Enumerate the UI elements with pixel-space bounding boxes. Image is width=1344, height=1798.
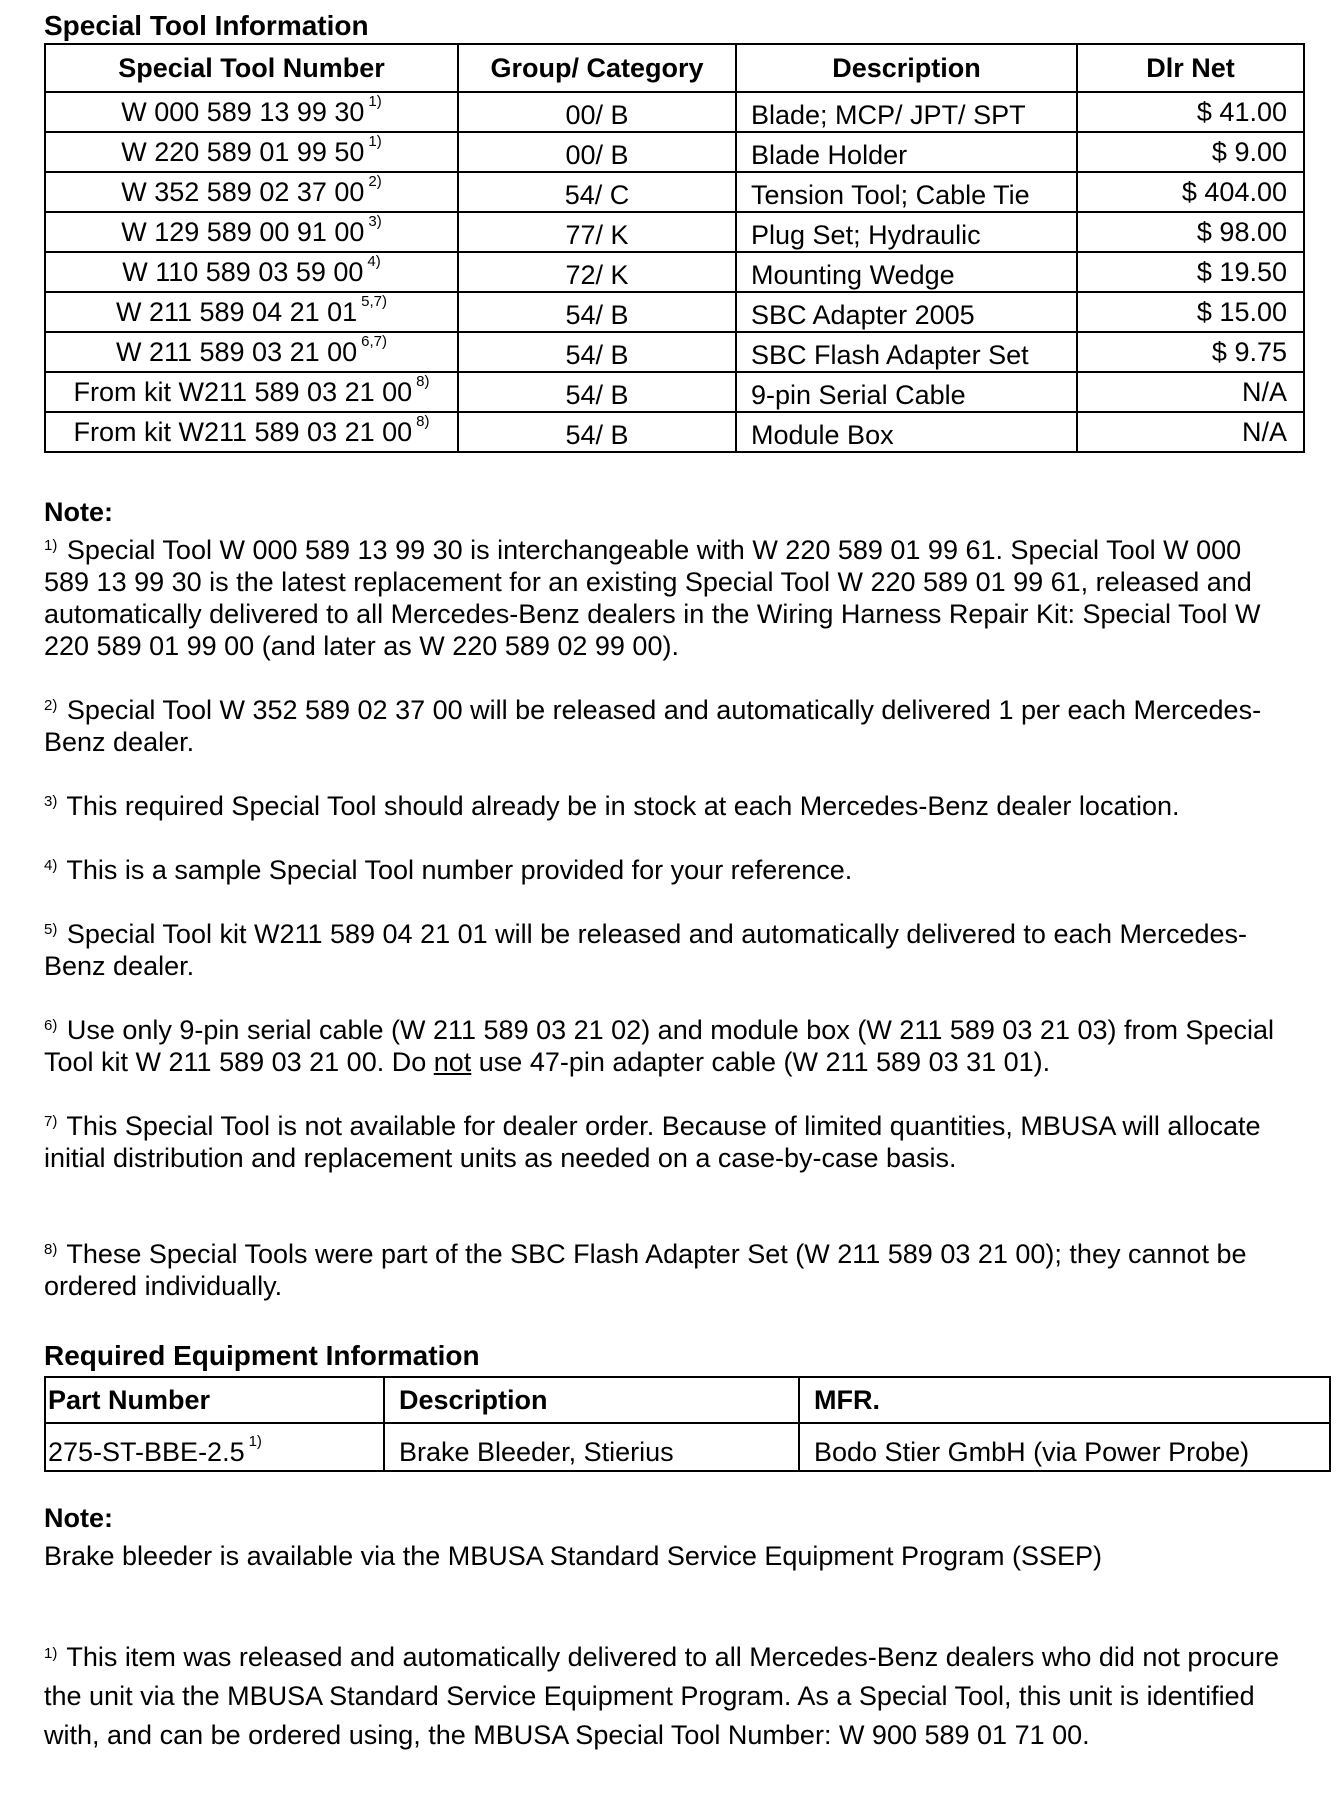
category-cell: 54/ B — [458, 292, 736, 332]
category-cell: 54/ B — [458, 412, 736, 452]
footnote-text: Special Tool W 352 589 02 37 00 will be released and automatically delivered 1 per each Mercedes-Benz dealer. — [44, 695, 1262, 757]
footnote-mark: 6) — [44, 1017, 58, 1034]
table-row — [45, 1423, 1330, 1471]
description-cell: Brake Bleeder, Stierius — [384, 1423, 799, 1471]
footnote-1 — [44, 534, 1284, 662]
footnote-3 — [44, 790, 1284, 822]
header-special-tool-number: Special Tool Number — [45, 44, 458, 92]
header-part-number: Part Number — [45, 1377, 384, 1423]
tool-number: From kit W211 589 03 21 00 — [73, 376, 413, 407]
table-header-row — [45, 1377, 1330, 1423]
footnote-ref: 1) — [248, 1433, 262, 1450]
equipment-section-title: Required Equipment Information — [44, 1340, 480, 1371]
dlr-net-cell: $ 404.00 — [1077, 172, 1304, 212]
footnote-2 — [44, 694, 1284, 758]
description-cell: SBC Flash Adapter Set — [736, 332, 1077, 372]
category-cell: 72/ K — [458, 252, 736, 292]
footnote-mark: 5) — [44, 921, 58, 938]
table-row — [45, 292, 1304, 332]
description-cell: Blade Holder — [736, 132, 1077, 172]
description-cell: Blade; MCP/ JPT/ SPT — [736, 92, 1077, 132]
notes-section — [44, 496, 1284, 1302]
part-number-cell — [45, 1423, 384, 1471]
dlr-net-cell: N/A — [1077, 412, 1304, 452]
footnote-6 — [44, 1014, 1284, 1078]
table-row — [45, 252, 1304, 292]
footnote-ref: 2) — [368, 172, 382, 190]
tool-number: W 110 589 03 59 00 — [122, 256, 364, 287]
category-cell: 54/ C — [458, 172, 736, 212]
tool-number-cell — [45, 292, 458, 332]
tool-number-cell — [45, 212, 458, 252]
footnote-mark: 8) — [44, 1241, 58, 1258]
footnote-text: This required Special Tool should already be in stock at each Mercedes-Benz dealer location. — [66, 791, 1180, 821]
table-header-row — [45, 44, 1304, 92]
tool-number: W 352 589 02 37 00 — [121, 176, 365, 207]
tool-number: W 211 589 04 21 01 — [115, 296, 358, 327]
dlr-net-cell: N/A — [1077, 372, 1304, 412]
table-row — [45, 92, 1304, 132]
description-cell: 9-pin Serial Cable — [736, 372, 1077, 412]
special-tool-table — [44, 43, 1305, 453]
equipment-footnote — [44, 1638, 1284, 1755]
dlr-net-cell: $ 98.00 — [1077, 212, 1304, 252]
special-tool-section-title: Special Tool Information — [44, 10, 369, 41]
table-row — [45, 172, 1304, 212]
header-description: Description — [736, 44, 1077, 92]
footnote-mark: 3) — [44, 793, 58, 810]
tool-number-cell — [45, 172, 458, 212]
footnote-text: Special Tool W 000 589 13 99 30 is interchangeable with W 220 589 01 99 61. Special Tool W 000 589 13 99 30 is the latest replacement for an existing Special Tool W 220 589 01 99 61, released and automatically delivered to all Mercedes-Benz dealers in the Wiring Harness Repair Kit: Special Tool W 220 589 01 99 00 (and later as W 220 589 02 99 00). — [44, 535, 1261, 661]
tool-number-cell — [45, 132, 458, 172]
dlr-net-cell: $ 19.50 — [1077, 252, 1304, 292]
footnote-8 — [44, 1238, 1284, 1302]
description-cell: Plug Set; Hydraulic — [736, 212, 1077, 252]
footnote-ref: 1) — [368, 132, 382, 150]
description-cell: Tension Tool; Cable Tie — [736, 172, 1077, 212]
footnote-text-b: use 47-pin adapter cable (W 211 589 03 31 01). — [471, 1047, 1051, 1077]
tool-number-cell — [45, 412, 458, 452]
mfr-cell: Bodo Stier GmbH (via Power Probe) — [799, 1423, 1330, 1471]
header-group-category: Group/ Category — [458, 44, 736, 92]
footnote-text: This item was released and automatically delivered to all Mercedes-Benz dealers who did not procure the unit via the MBUSA Standard Service Equipment Program. As a Special Tool, this unit is identified with, and can be ordered using, the MBUSA Special Tool Number: W 900 589 01 71 00. — [44, 1642, 1279, 1750]
equipment-note-text: Brake bleeder is available via the MBUSA Standard Service Equipment Program (SSEP) — [44, 1541, 1103, 1571]
footnote-text-a: Use only 9-pin serial cable (W 211 589 03 21 02) and module box (W 211 589 03 21 03) from Special Tool kit W 211 589 03 21 00. Do — [44, 1015, 1275, 1077]
footnote-text: This is a sample Special Tool number provided for your reference. — [66, 855, 853, 885]
tool-number: W 220 589 01 99 50 — [121, 136, 365, 167]
dlr-net-cell: $ 15.00 — [1077, 292, 1304, 332]
part-number: 275-ST-BBE-2.5 — [48, 1437, 245, 1467]
footnote-ref: 8) — [416, 372, 430, 390]
footnote-ref: 3) — [368, 212, 382, 230]
footnote-ref: 6,7) — [361, 332, 388, 350]
footnote-text: This Special Tool is not available for dealer order. Because of limited quantities, MBUSA will allocate initial distribution and replacement units as needed on a case-by-case basis. — [44, 1111, 1261, 1173]
header-mfr: MFR. — [799, 1377, 1330, 1423]
table-row — [45, 332, 1304, 372]
footnote-emphasis: not — [433, 1047, 472, 1077]
description-cell: Module Box — [736, 412, 1077, 452]
table-row — [45, 212, 1304, 252]
notes-heading: Note: — [44, 497, 113, 527]
footnote-mark: 4) — [44, 857, 58, 874]
header-description: Description — [384, 1377, 799, 1423]
category-cell: 00/ B — [458, 92, 736, 132]
table-row — [45, 412, 1304, 452]
footnote-5 — [44, 918, 1284, 982]
footnote-mark: 1) — [44, 1645, 58, 1662]
footnote-ref: 4) — [367, 252, 381, 270]
category-cell: 54/ B — [458, 372, 736, 412]
footnote-mark: 2) — [44, 697, 58, 714]
footnote-ref: 5,7) — [361, 292, 388, 310]
description-cell: Mounting Wedge — [736, 252, 1077, 292]
equipment-notes-heading: Note: — [44, 1503, 113, 1533]
footnote-text: Special Tool kit W211 589 04 21 01 will be released and automatically delivered to each Mercedes-Benz dealer. — [44, 919, 1248, 981]
footnote-text: These Special Tools were part of the SBC Flash Adapter Set (W 211 589 03 21 00); they cannot be ordered individually. — [44, 1239, 1247, 1301]
category-cell: 00/ B — [458, 132, 736, 172]
dlr-net-cell: $ 9.75 — [1077, 332, 1304, 372]
tool-number-cell — [45, 372, 458, 412]
dlr-net-cell: $ 9.00 — [1077, 132, 1304, 172]
tool-number-cell — [45, 252, 458, 292]
footnote-mark: 1) — [44, 537, 58, 554]
header-dlr-net: Dlr Net — [1077, 44, 1304, 92]
footnote-ref: 8) — [416, 412, 430, 430]
tool-number: W 000 589 13 99 30 — [121, 96, 365, 127]
footnote-mark: 7) — [44, 1113, 58, 1130]
dlr-net-cell: $ 41.00 — [1077, 92, 1304, 132]
tool-number: W 211 589 03 21 00 — [115, 336, 358, 367]
table-row — [45, 372, 1304, 412]
category-cell: 77/ K — [458, 212, 736, 252]
footnote-4 — [44, 854, 1284, 886]
description-cell: SBC Adapter 2005 — [736, 292, 1077, 332]
footnote-7 — [44, 1110, 1284, 1174]
table-row — [45, 132, 1304, 172]
tool-number: W 129 589 00 91 00 — [121, 216, 365, 247]
tool-number-cell — [45, 332, 458, 372]
equipment-notes-section — [44, 1502, 1284, 1755]
tool-number-cell — [45, 92, 458, 132]
equipment-table — [44, 1376, 1331, 1472]
footnote-ref: 1) — [368, 92, 382, 110]
category-cell: 54/ B — [458, 332, 736, 372]
tool-number: From kit W211 589 03 21 00 — [73, 416, 413, 447]
